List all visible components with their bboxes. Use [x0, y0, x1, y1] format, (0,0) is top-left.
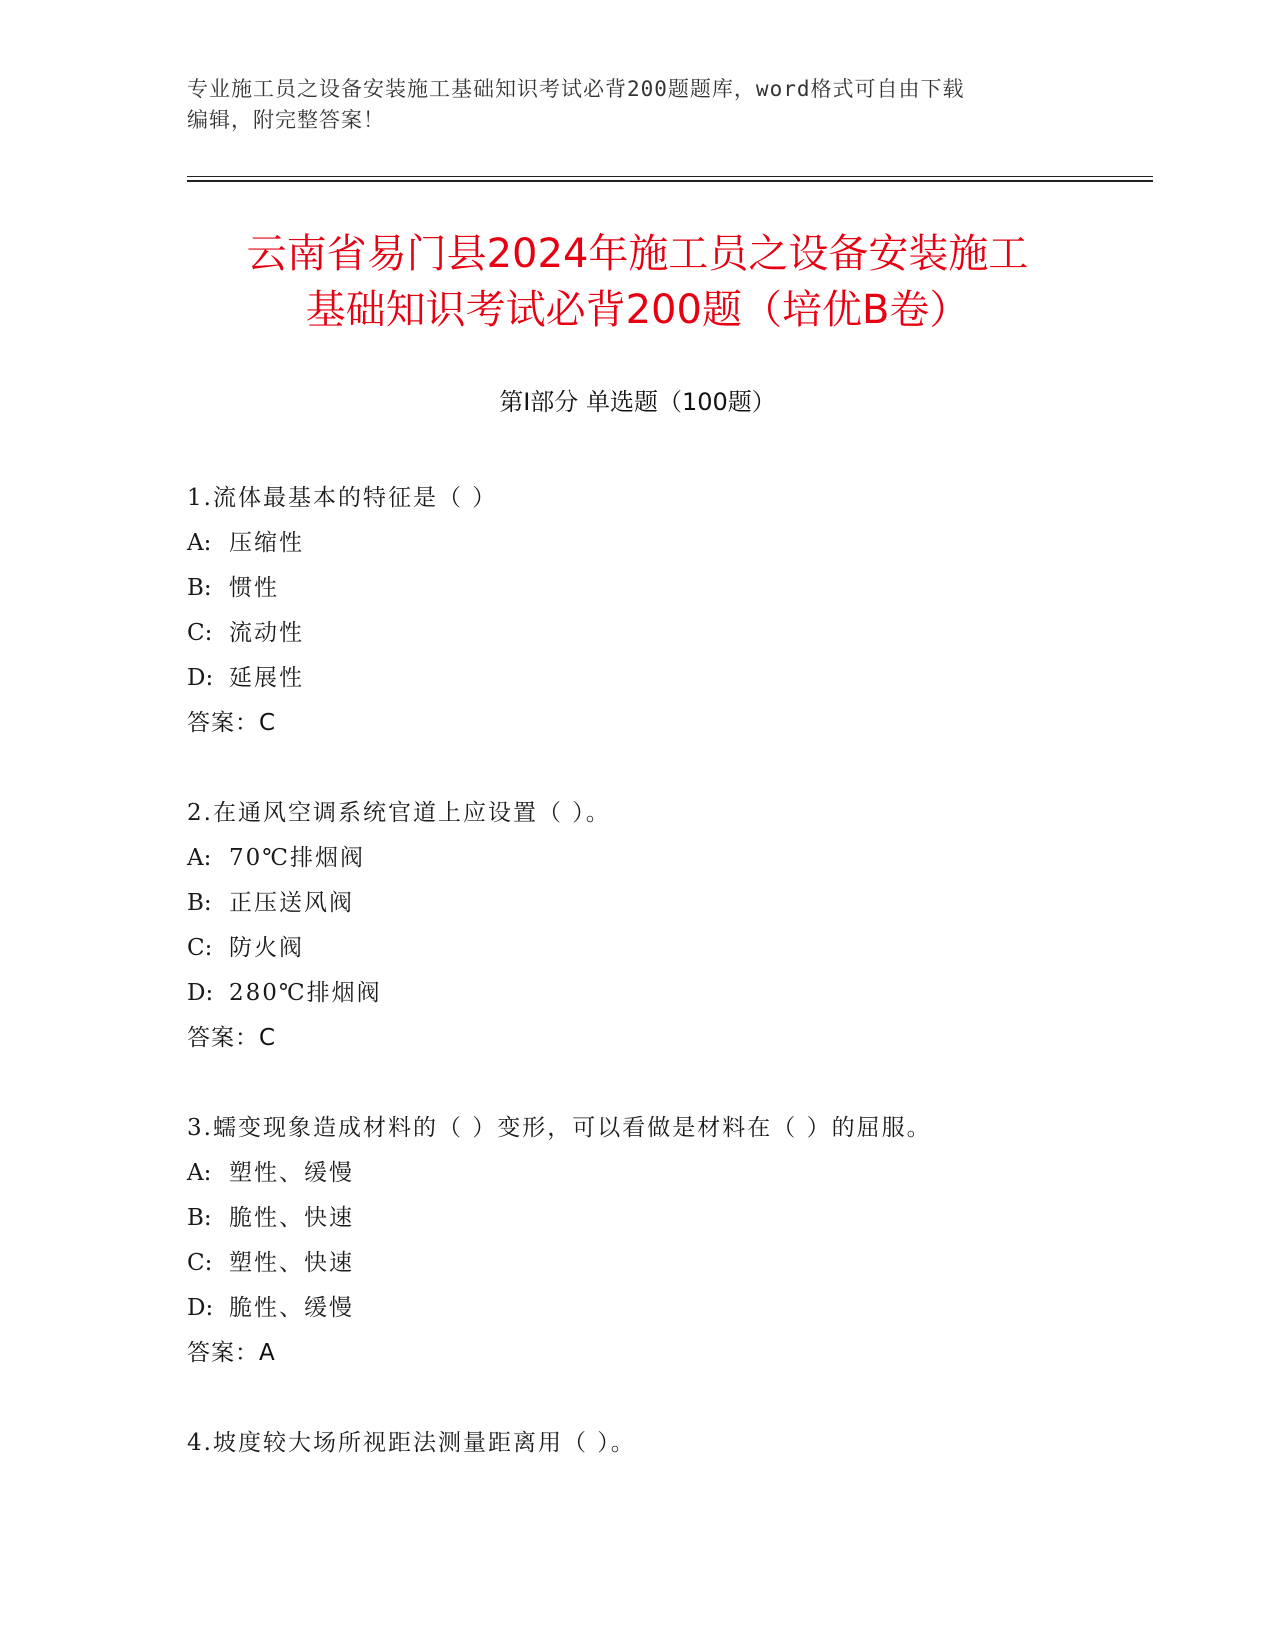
header-divider-thick	[187, 180, 1153, 182]
question-stem: 2.在通风空调系统官道上应设置（ ）。	[187, 800, 611, 826]
option-letter: A:	[187, 845, 212, 871]
option-text: 塑性、快速	[229, 1250, 354, 1276]
answer-text: 答案：C	[187, 710, 277, 736]
header-note-line-2: 编辑，附完整答案！	[187, 108, 385, 132]
option-c	[187, 1241, 1147, 1286]
option-letter: A:	[187, 530, 212, 556]
option-letter: C:	[187, 620, 213, 646]
option-a	[187, 836, 1147, 881]
header-note	[187, 74, 1087, 136]
option-b	[187, 566, 1147, 611]
option-text: 70℃排烟阀	[229, 845, 365, 871]
option-text: 压缩性	[229, 530, 304, 556]
question-2	[187, 791, 1147, 1061]
option-b	[187, 881, 1147, 926]
option-text: 脆性、缓慢	[229, 1295, 354, 1321]
option-c	[187, 926, 1147, 971]
option-text: 防火阀	[229, 935, 304, 961]
option-letter: D:	[187, 665, 214, 691]
option-letter: A:	[187, 1160, 212, 1186]
option-text: 280℃排烟阀	[229, 980, 382, 1006]
option-letter: C:	[187, 1250, 213, 1276]
option-letter: B:	[187, 575, 212, 601]
document-title	[150, 226, 1125, 338]
option-letter: D:	[187, 980, 214, 1006]
question-4	[187, 1421, 1147, 1466]
option-letter: B:	[187, 1205, 212, 1231]
option-text: 惯性	[229, 575, 279, 601]
question-stem: 3.蠕变现象造成材料的（ ）变形，可以看做是材料在（ ）的屈服。	[187, 1115, 932, 1141]
question-1	[187, 476, 1147, 746]
answer-text: 答案：C	[187, 1025, 277, 1051]
option-a	[187, 521, 1147, 566]
option-text: 塑性、缓慢	[229, 1160, 354, 1186]
option-d	[187, 656, 1147, 701]
option-text: 正压送风阀	[229, 890, 354, 916]
option-text: 脆性、快速	[229, 1205, 354, 1231]
option-letter: D:	[187, 1295, 214, 1321]
question-list	[187, 476, 1147, 1511]
question-stem: 1.流体最基本的特征是（ ）	[187, 485, 498, 511]
option-d	[187, 971, 1147, 1016]
option-letter: B:	[187, 890, 212, 916]
option-letter: C:	[187, 935, 213, 961]
option-text: 延展性	[229, 665, 304, 691]
document-title-line-2: 基础知识考试必背200题（培优B卷）	[305, 287, 970, 333]
section-heading: 第Ⅰ部分 单选题（100题）	[499, 388, 776, 416]
option-c	[187, 611, 1147, 656]
header-divider-thin	[187, 176, 1153, 177]
option-a	[187, 1151, 1147, 1196]
document-title-line-1: 云南省易门县2024年施工员之设备安装施工	[246, 231, 1029, 277]
question-stem: 4.坡度较大场所视距法测量距离用（ ）。	[187, 1430, 636, 1456]
answer-text: 答案：A	[187, 1340, 276, 1366]
option-d	[187, 1286, 1147, 1331]
header-note-line-1: 专业施工员之设备安装施工基础知识考试必背200题题库，word格式可自由下载	[187, 77, 965, 101]
option-b	[187, 1196, 1147, 1241]
option-text: 流动性	[229, 620, 304, 646]
question-3	[187, 1106, 1147, 1376]
